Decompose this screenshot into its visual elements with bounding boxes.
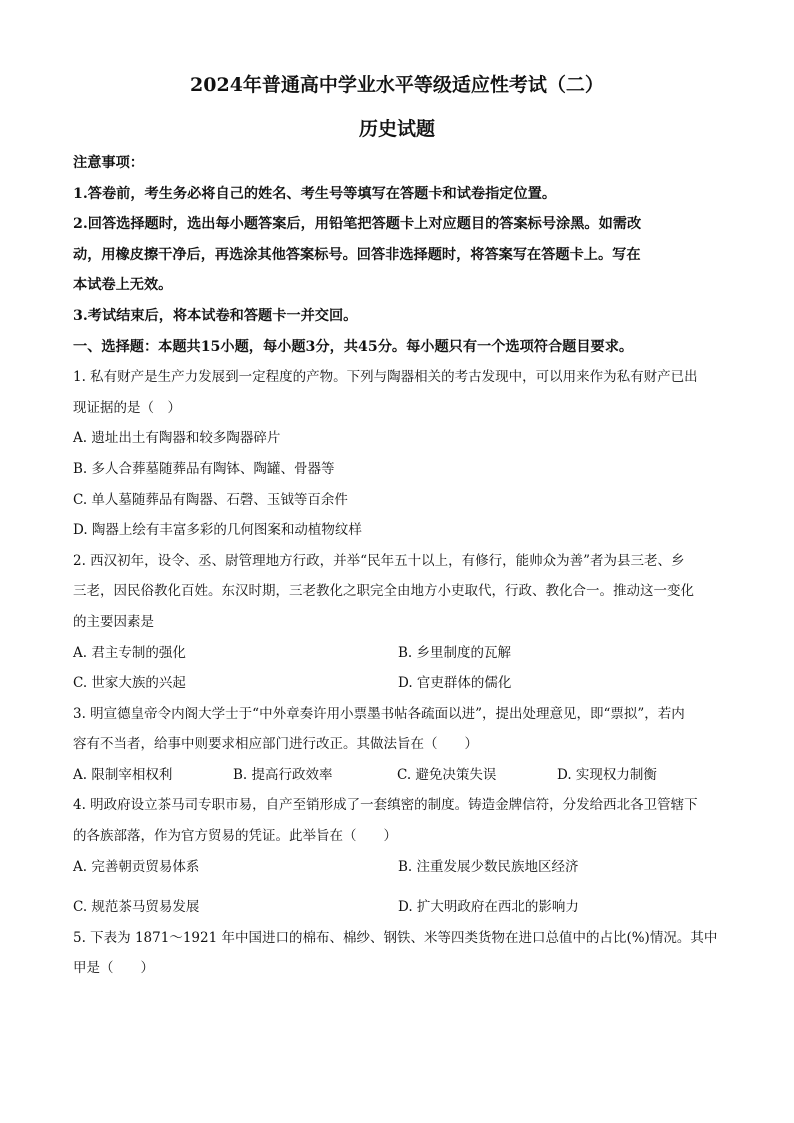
notice-item-2-line-3: 本试卷上无效。 — [73, 277, 173, 294]
exam-content — [73, 148, 723, 984]
question-4-option-c: C. 规范茶马贸易发展 — [73, 899, 200, 916]
exam-subtitle: 历史试题 — [358, 118, 435, 140]
notice-item-3: 3.考试结束后，将本试卷和答题卡一并交回。 — [73, 307, 358, 324]
question-1-stem-line-2: 现证据的是（ ） — [73, 399, 181, 416]
question-3-option-a: A. 限制宰相权利 — [73, 766, 173, 783]
spacer — [73, 882, 723, 892]
question-2-stem-line-2: 三老，因民俗教化百姓。东汉时期，三老教化之职完全由地方小吏取代，行政、教化合一。推动这一变化 — [73, 583, 694, 600]
question-3-option-d: D. 实现权力制衡 — [557, 766, 657, 783]
question-1-option-b: B. 多人合葬墓随葬品有陶钵、陶罐、骨器等 — [73, 460, 335, 477]
notice-heading: 注意事项： — [73, 155, 144, 171]
exam-title: 2024年普通高中学业水平等级适应性考试（二） — [190, 74, 604, 96]
question-3-option-b: B. 提高行政效率 — [233, 766, 333, 783]
question-2-option-c: C. 世家大族的兴起 — [73, 675, 186, 692]
question-5-stem-line-2: 甲是（ ） — [73, 960, 154, 977]
question-1-option-a: A. 遗址出土有陶器和较多陶器碎片 — [73, 430, 281, 447]
question-5-stem-line-1: 5. 下表为 1871～1921 年中国进口的棉布、棉纱、钢铁、米等四类货物在进口总值中的占比(%)情况。其中 — [73, 929, 718, 946]
question-2-options-row-1 — [73, 638, 723, 669]
notice-item-2-line-1: 2.回答选择题时，选出每小题答案后，用铅笔把答题卡上对应题目的答案标号涂黑。如需改 — [73, 216, 642, 233]
question-4-stem-line-2: 的各族部落，作为官方贸易的凭证。此举旨在（ ） — [73, 828, 397, 845]
question-1-option-c: C. 单人墓随葬品有陶器、石磬、玉钺等百余件 — [73, 491, 348, 508]
section-1-heading: 一、选择题：本题共15小题，每小题3分，共45分。每小题只有一个选项符合题目要求。 — [73, 338, 634, 355]
question-3-stem-line-2: 容有不当者，给事中则要求相应部门进行改正。其做法旨在（ ） — [73, 736, 478, 753]
question-2-options-row-2 — [73, 668, 723, 699]
question-4-options-row-2 — [73, 892, 723, 923]
question-4-option-a: A. 完善朝贡贸易体系 — [73, 858, 200, 875]
question-2-stem-line-1: 2. 西汉初年，设令、丞、尉管理地方行政，并举“民年五十以上，有修行，能帅众为善”者为县三老、乡 — [73, 552, 685, 569]
question-2-stem-line-3: 的主要因素是 — [73, 613, 154, 630]
question-3-options-row — [73, 760, 723, 791]
question-3-stem-line-1: 3. 明宣德皇帝令内阁大学士于“中外章奏许用小票墨书帖各疏面以进”，提出处理意见，即“票拟”，若内 — [73, 705, 685, 722]
question-4-options-row-1 — [73, 852, 723, 883]
notice-item-1: 1.答卷前，考生务必将自己的姓名、考生号等填写在答题卡和试卷指定位置。 — [73, 185, 557, 202]
question-4-option-b: B. 注重发展少数民族地区经济 — [398, 858, 579, 875]
question-3-option-c: C. 避免决策失误 — [397, 766, 497, 783]
notice-item-2-line-2: 动，用橡皮擦干净后，再选涂其他答案标号。回答非选择题时，将答案写在答题卡上。写在 — [73, 246, 641, 263]
question-2-option-d: D. 官吏群体的儒化 — [398, 675, 512, 692]
question-2-option-b: B. 乡里制度的瓦解 — [398, 644, 512, 661]
question-1-stem-line-1: 1. 私有财产是生产力发展到一定程度的产物。下列与陶器相关的考古发现中，可以用来作为私有财产已出 — [73, 369, 698, 386]
question-2-option-a: A. 君主专制的强化 — [73, 644, 186, 661]
question-4-stem-line-1: 4. 明政府设立茶马司专职市易，自产至销形成了一套缜密的制度。铸造金牌信符，分发给西北各卫管辖下 — [73, 797, 698, 814]
question-4-option-d: D. 扩大明政府在西北的影响力 — [398, 899, 579, 916]
question-1-option-d: D. 陶器上绘有丰富多彩的几何图案和动植物纹样 — [73, 522, 362, 539]
